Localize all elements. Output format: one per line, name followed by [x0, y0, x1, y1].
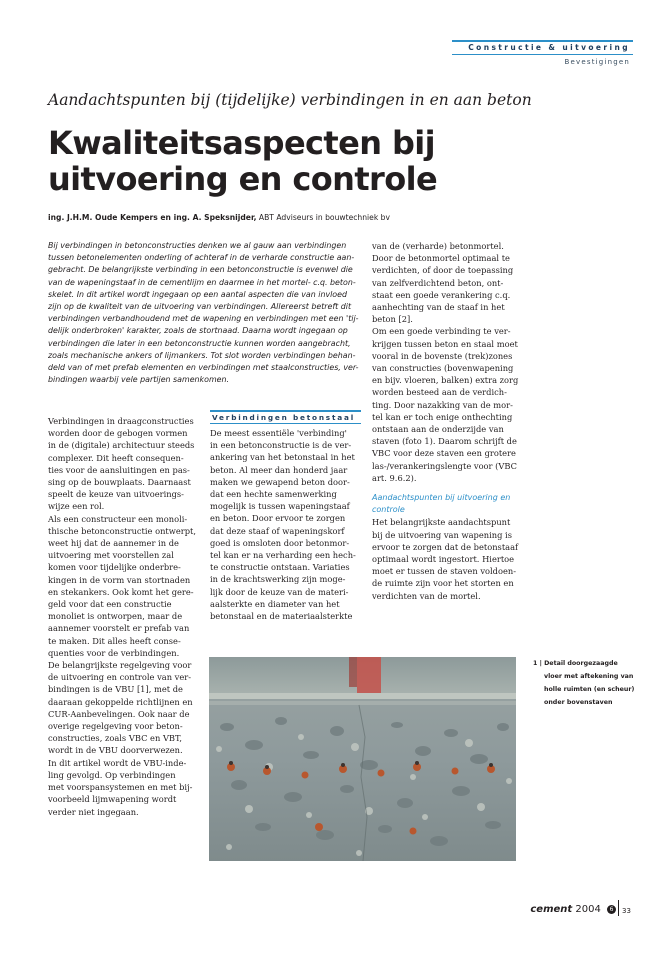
body-line: ling gevolgd. Op verbindingen — [48, 769, 176, 780]
body-line: en stekankers. Ook komt het gere- — [48, 586, 194, 597]
lead-line: verbindingen die later in een betonconstructie kunnen worden aangebracht, — [48, 338, 351, 348]
body-line: lijk door de keuze van de materi- — [210, 586, 349, 597]
body-line: van de (verharde) betonmortel. — [372, 241, 504, 251]
body-line: staven (foto 1). Daarom schrijft de — [372, 436, 517, 447]
body-line: van constructies (bovenwapening — [372, 363, 514, 374]
body-line: Verbindingen in draagconstructies — [48, 416, 194, 426]
caption-line: holle ruimten (en scheur) — [544, 686, 635, 693]
body-line: thische betonconstructie ontwerpt, — [48, 525, 197, 536]
concrete-cross-section-photo — [209, 657, 516, 861]
body-line: in de (digitale) architectuur steeds — [48, 440, 195, 451]
body-column-3 — [372, 240, 532, 602]
body-line: art. 9.6.2). — [372, 472, 417, 483]
body-line: kingen in de vorm van stortnaden — [48, 574, 191, 585]
header-rule-bottom — [452, 54, 633, 55]
body-line: in een betonconstructie is de ver- — [210, 440, 352, 451]
lead-line: tussen betonelementen onderling of achteraf in de verharde constructie aan- — [48, 253, 355, 263]
body-line: in de krachtswerking zijn moge- — [210, 574, 346, 585]
body-line: uitvoering met voorstellen zal — [48, 550, 174, 561]
lead-line: verbindingen verbandhoudend met de wapening en verbindingen met een 'tij- — [48, 314, 359, 324]
article-kicker: Aandachtspunten bij (tijdelijke) verbindingen in en aan beton — [48, 91, 532, 109]
body-line: mogelijk is tussen wapeningstaaf — [210, 501, 350, 512]
body-line: de uitvoering en controle van ver- — [48, 672, 192, 683]
body-line: verdichten van de mortel. — [372, 590, 481, 601]
body-line: beton [2]. — [372, 314, 413, 325]
body-line: goed is omsloten door betonmor- — [210, 537, 350, 548]
body-line: VBC voor deze staven een grotere — [372, 448, 516, 459]
body-line: weet hij dat de aannemer in de — [48, 538, 179, 549]
body-line: beton. Al meer dan honderd jaar — [210, 464, 348, 475]
body-line: CUR-Aanbevelingen. Ook naar de — [48, 708, 190, 719]
body-line: moet er tussen de staven voldoen- — [372, 566, 517, 577]
magazine-year: 2004 — [575, 904, 601, 915]
body-line: tel kan er toch enige onthechting — [372, 411, 513, 422]
byline-authors: ing. J.H.M. Oude Kempers en ing. A. Speksnijder, — [48, 213, 257, 222]
body-line: daaraan gekoppelde richtlijnen en — [48, 696, 193, 707]
article-title: Kwaliteitsaspecten bij uitvoering en controle — [48, 124, 438, 198]
body-line: quenties voor de verbindingen. — [48, 647, 180, 658]
body-line: Het belangrijkste aandachtspunt — [372, 517, 511, 528]
body-line: met voorspansystemen en met bij- — [48, 782, 193, 793]
body-line: overige regelgeving voor beton- — [48, 721, 183, 732]
body-line: de ruimte zijn voor het storten en — [372, 578, 514, 589]
figure-caption — [533, 657, 633, 709]
body-line: ties voor de aansluitingen en pas- — [48, 464, 190, 475]
body-line: ontstaan aan de onderzijde van — [372, 424, 504, 435]
caption-line: 1 | Detail doorgezaagde — [533, 660, 618, 667]
body-line: Om een goede verbinding te ver- — [372, 326, 511, 337]
body-line: bindingen is de VBU [1], met de — [48, 684, 183, 695]
header-rule-top — [452, 40, 633, 42]
lead-paragraph — [48, 240, 360, 386]
lead-line: delijk onderbroken' karakter, zoals de stortnaad. Daarna wordt ingegaan op — [48, 326, 348, 336]
footer-magazine — [530, 904, 616, 915]
body-line: maken we gewapend beton door- — [210, 476, 350, 487]
body-line: monoliet is ontworpen, maar de — [48, 611, 183, 622]
body-line: Door de betonmortel optimaal te — [372, 253, 510, 264]
body-line: aalsterkte en diameter van het — [210, 598, 340, 609]
body-line: komen voor tijdelijke onderbre- — [48, 562, 181, 573]
lead-line: Bij verbindingen in betonconstructies denken we al gauw aan verbindingen — [48, 241, 347, 250]
body-line: wijze een rol. — [48, 501, 105, 512]
footer-divider — [618, 900, 619, 916]
subheading-line: Aandachtspunten bij uitvoering en — [372, 493, 511, 503]
lead-line: van de wapeningstaaf in de cementlijm en daarmee in het mortel- c.q. beton- — [48, 277, 356, 287]
body-line: vooral in de bovenste (trek)zones — [372, 350, 513, 361]
body-column-2 — [210, 427, 360, 622]
section-label: Constructie & uitvoering — [468, 43, 630, 52]
body-line: betonstaal en de materiaalsterkte — [210, 611, 353, 622]
body-line: en beton. Door ervoor te zorgen — [210, 513, 346, 524]
lead-line: zoals mechanische ankers of lijmankers. Tot slot worden verbindingen behan- — [48, 350, 356, 360]
body-column-1 — [48, 415, 198, 818]
body-line: De meest essentiële 'verbinding' — [210, 428, 347, 438]
body-line: worden besteed aan de verdich- — [372, 387, 507, 398]
body-line: las-/verankeringslengte voor (VBC — [372, 460, 517, 471]
body-line: ervoor te zorgen dat de betonstaaf — [372, 541, 519, 552]
subsection-label: Bevestigingen — [564, 58, 630, 66]
body-line: staat een goede verankering c.q. — [372, 289, 511, 300]
body-line: dat een hechte samenwerking — [210, 489, 337, 500]
body-line: worden door de gebogen vormen — [48, 428, 188, 439]
body-line: sing op de bouwplaats. Daarnaast — [48, 477, 191, 488]
body-line: ting. Door nazakking van de mor- — [372, 399, 513, 410]
body-line: verder niet ingegaan. — [48, 806, 139, 817]
body-line: aanhechting van de staaf in het — [372, 302, 505, 313]
lead-line: skelet. In dit artikel wordt ingegaan op een aantal aspecten die van invloed — [48, 289, 347, 299]
magazine-name: cement — [530, 904, 573, 915]
lead-line: zijn op de kwaliteit van de uitvoering van verbindingen. Allereerst betreft dit — [48, 302, 352, 312]
byline — [48, 213, 390, 222]
body-line: aannemer voorstelt er prefab van — [48, 623, 190, 634]
body-line: constructies, zoals VBC en VBT, — [48, 733, 182, 744]
byline-affiliation: ABT Adviseurs in bouwtechniek bv — [258, 213, 390, 222]
body-line: verdichten, of door de toepassing — [372, 265, 514, 276]
page-number: 33 — [622, 907, 631, 915]
body-line: Als een constructeur een monoli- — [48, 513, 188, 524]
body-line: tel kan er na verharding een hech- — [210, 550, 356, 561]
body-line: van zelfverdichtend beton, ont- — [372, 277, 504, 288]
body-line: bij de uitvoering van wapening is — [372, 529, 512, 540]
body-line: te maken. Dit alles heeft conse- — [48, 635, 181, 646]
lead-line: gebracht. De belangrijkste verbinding in een betonconstructie is evenwel die — [48, 265, 353, 275]
body-line: dat deze staaf of wapeningskorf — [210, 525, 345, 536]
lead-line: bindingen waarbij vele partijen samenkomen. — [48, 375, 229, 385]
body-line: te constructie ontstaan. Variaties — [210, 562, 350, 573]
body-line: ankering van het betonstaal in het — [210, 452, 355, 463]
lead-line: deld van of met prefab elementen en verbindingen met staalconstructies, ver- — [48, 363, 359, 373]
body-line: wordt in de VBU doorverwezen. — [48, 745, 183, 756]
section-heading-betonstaal: Verbindingen betonstaal — [210, 410, 361, 424]
body-line: en bijv. vloeren, balken) extra zorg — [372, 375, 519, 386]
body-line: geld voor dat een constructie — [48, 599, 172, 610]
body-line: voorbeeld lijmwapening wordt — [48, 794, 177, 805]
caption-line: onder bovenstaven — [544, 699, 613, 706]
caption-line: vloer met aftekening van — [544, 673, 634, 680]
body-line: optimaal wordt ingestort. Hiertoe — [372, 554, 515, 565]
body-line: complexer. Dit heeft consequen- — [48, 452, 184, 463]
subheading-line: controle — [372, 505, 405, 515]
issue-badge: 6 — [607, 905, 616, 914]
body-line: In dit artikel wordt de VBU-inde- — [48, 757, 187, 768]
body-line: De belangrijkste regelgeving voor — [48, 660, 192, 671]
body-line: speelt de keuze van uitvoerings- — [48, 489, 184, 500]
body-line: krijgen tussen beton en staal moet — [372, 338, 518, 349]
